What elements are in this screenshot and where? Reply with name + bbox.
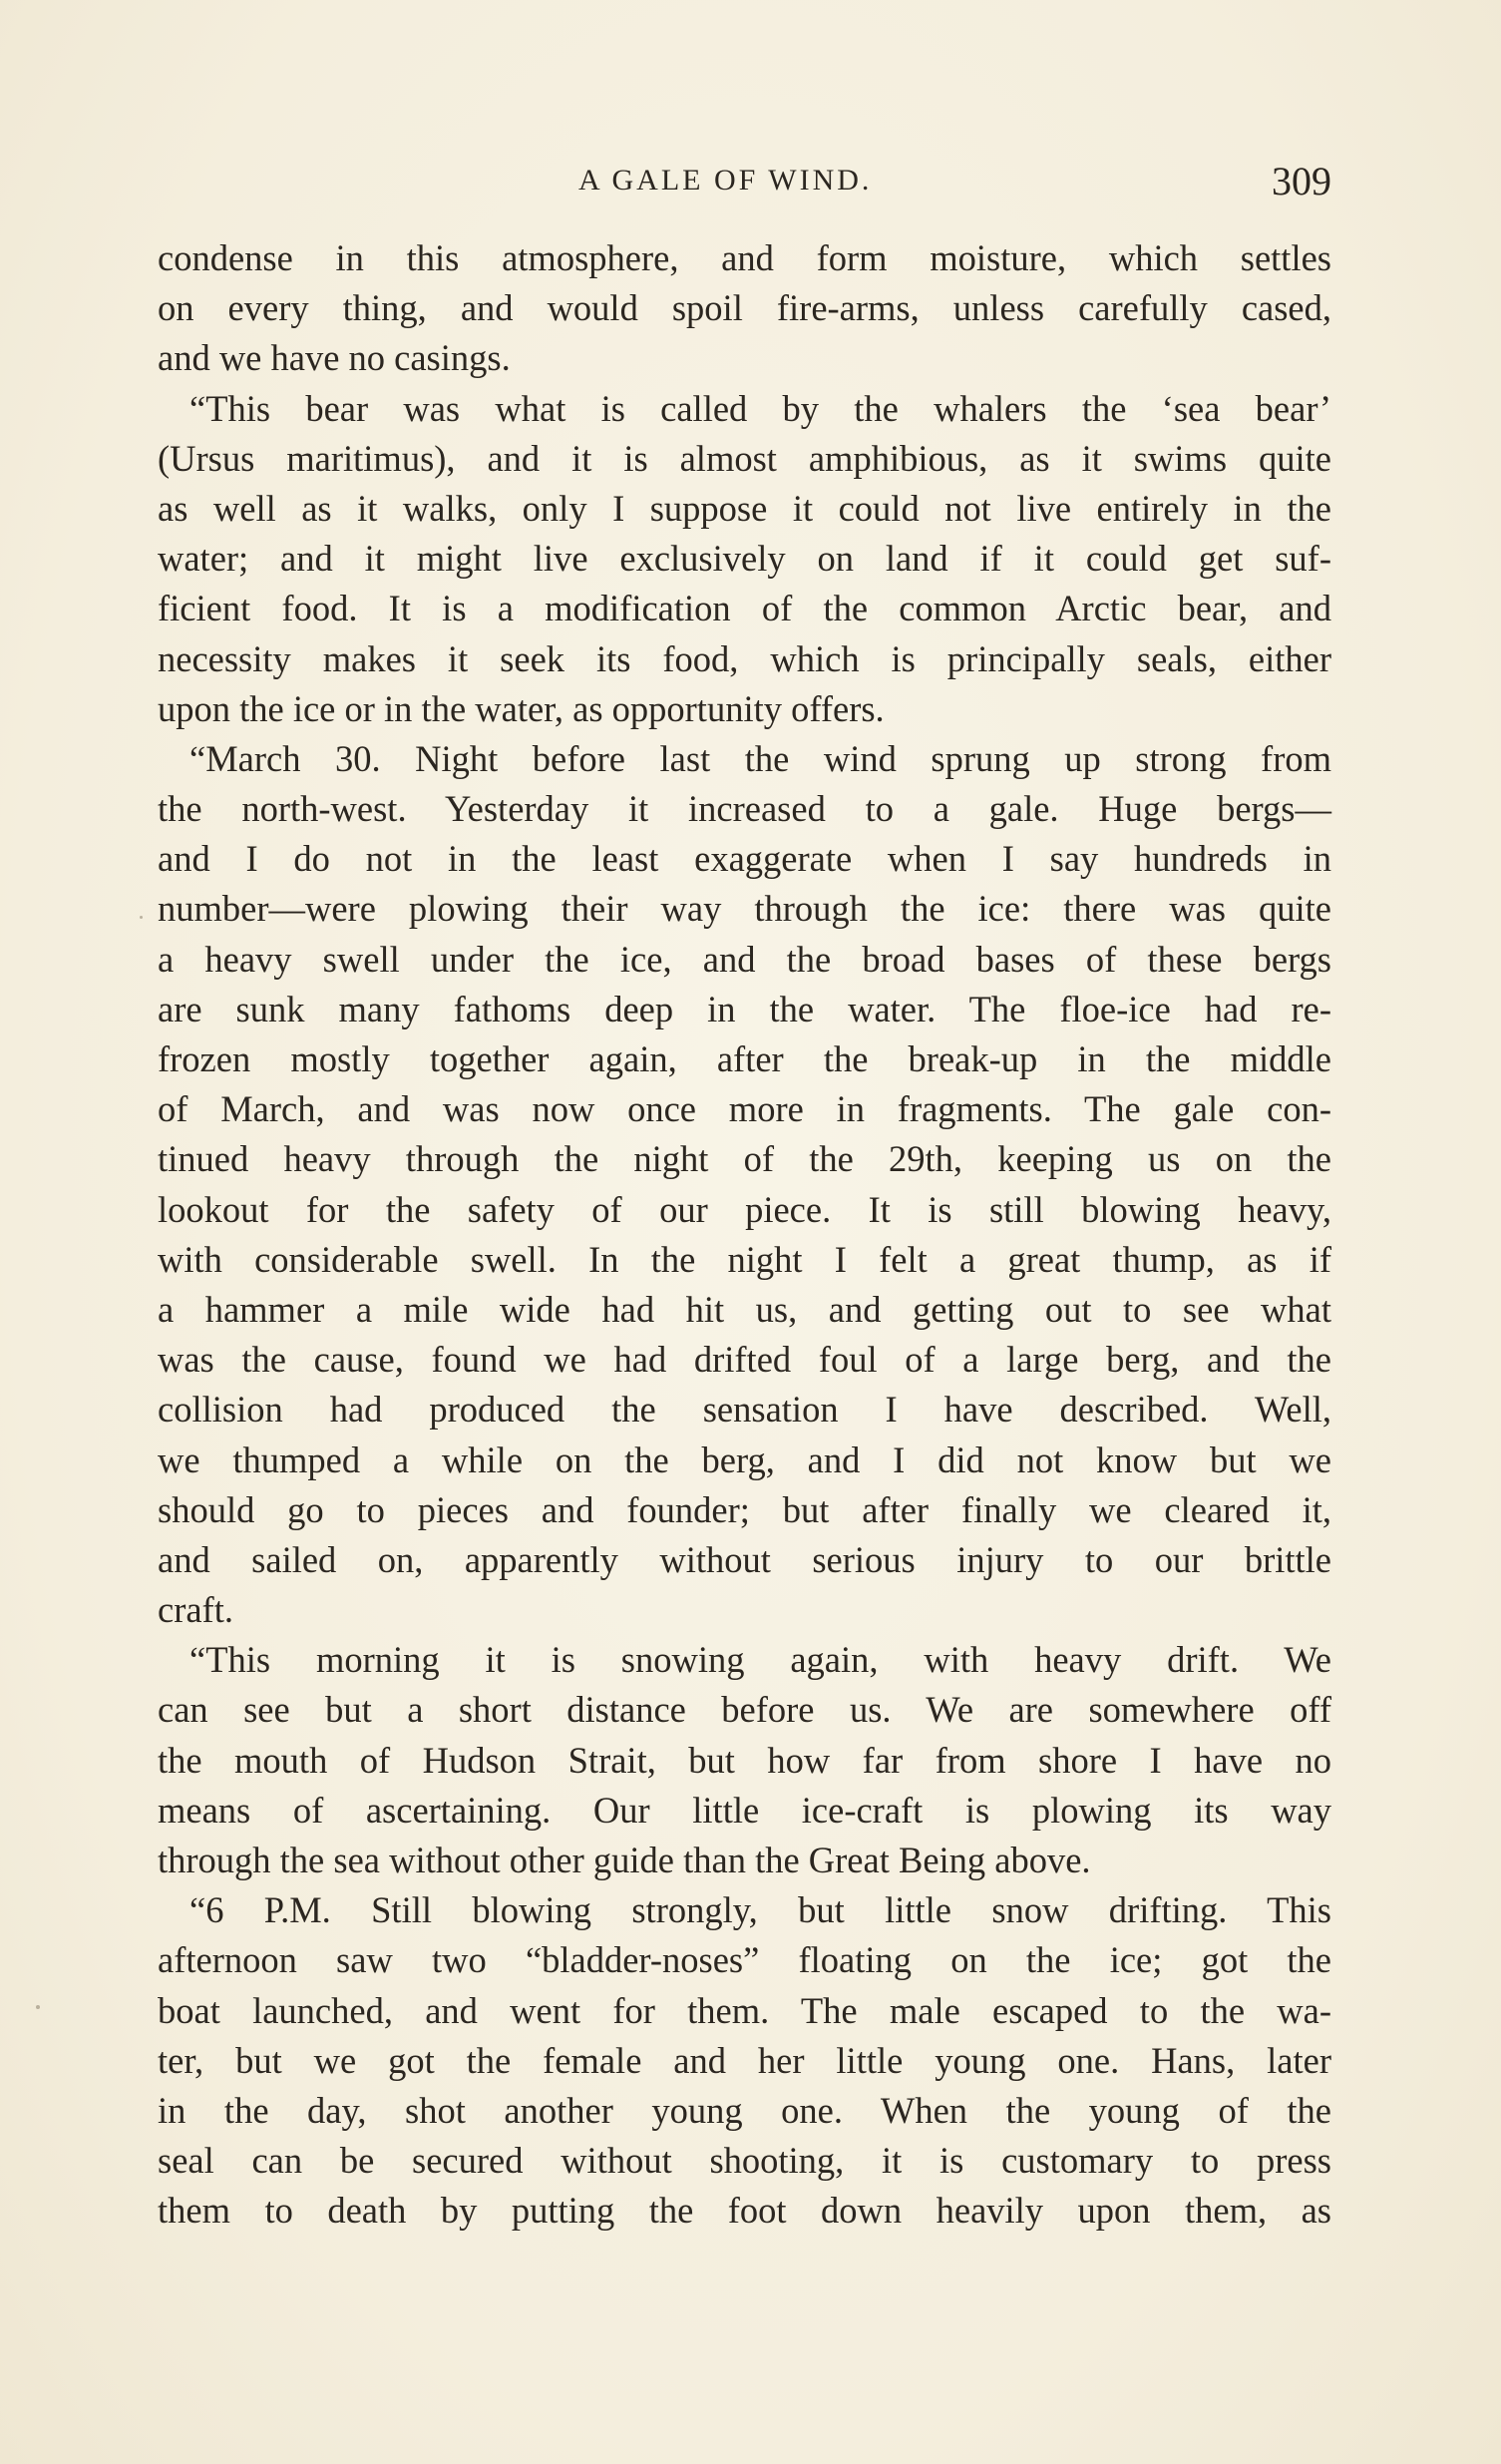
text-line: seal can be secured without shooting, it is customary to press bbox=[158, 2140, 1331, 2182]
text-line: condense in this atmosphere, and form moisture, which settles bbox=[158, 237, 1331, 278]
text-line: “6 P.M. Still blowing strongly, but little snow drifting. This bbox=[189, 1889, 1331, 1931]
running-title: A GALE OF WIND. bbox=[578, 164, 873, 197]
page-number: 309 bbox=[1272, 159, 1331, 204]
text-line: can see but a short distance before us. We are somewhere off bbox=[158, 1689, 1331, 1731]
text-line: on every thing, and would spoil fire-arms, unless carefully cased, bbox=[158, 287, 1331, 329]
text-line: and we have no casings. bbox=[158, 337, 511, 379]
text-line: and I do not in the least exaggerate when I say hundreds in bbox=[158, 838, 1331, 880]
text-line: should go to pieces and founder; but after finally we cleared it, bbox=[158, 1488, 1331, 1530]
text-line: upon the ice or in the water, as opportunity offers. bbox=[158, 687, 885, 729]
text-line: and sailed on, apparently without serious injury to our brittle bbox=[158, 1538, 1331, 1580]
text-line: number—were plowing their way through the ice: there was quite bbox=[158, 888, 1331, 930]
text-line: lookout for the safety of our piece. It is still blowing heavy, bbox=[158, 1188, 1331, 1230]
text-line: of March, and was now once more in fragments. The gale con- bbox=[158, 1088, 1331, 1130]
text-line: the mouth of Hudson Strait, but how far from shore I have no bbox=[158, 1739, 1331, 1781]
text-line: water; and it might live exclusively on land if it could get suf- bbox=[158, 538, 1331, 580]
text-line: with considerable swell. In the night I felt a great thump, as if bbox=[158, 1238, 1331, 1280]
text-line: frozen mostly together again, after the break-up in the middle bbox=[158, 1038, 1331, 1079]
text-line: necessity makes it seek its food, which is principally seals, either bbox=[158, 637, 1331, 679]
text-line: afternoon saw two “bladder-noses” floating on the ice; got the bbox=[158, 1939, 1331, 1981]
body-text bbox=[158, 233, 1331, 2237]
text-line: “March 30. Night before last the wind sprung up strong from bbox=[189, 737, 1331, 779]
text-line: the north-west. Yesterday it increased to a gale. Huge bergs— bbox=[158, 788, 1331, 830]
text-line: as well as it walks, only I suppose it could not live entirely in the bbox=[158, 487, 1331, 529]
text-line: them to death by putting the foot down heavily upon them, as bbox=[158, 2190, 1331, 2232]
paper-speck bbox=[140, 916, 143, 919]
text-line: we thumped a while on the berg, and I did not know but we bbox=[158, 1438, 1331, 1480]
text-line: in the day, shot another young one. When the young of the bbox=[158, 2089, 1331, 2131]
paper-speck bbox=[36, 2005, 40, 2009]
text-line: craft. bbox=[158, 1589, 233, 1631]
running-head bbox=[150, 158, 1331, 207]
text-line: a hammer a mile wide had hit us, and getting out to see what bbox=[158, 1288, 1331, 1330]
text-line: ficient food. It is a modification of the common Arctic bear, and bbox=[158, 588, 1331, 629]
text-line: collision had produced the sensation I have described. Well, bbox=[158, 1389, 1331, 1431]
text-line: through the sea without other guide than the Great Being above. bbox=[158, 1840, 1091, 1880]
text-line: are sunk many fathoms deep in the water. The floe-ice had re- bbox=[158, 988, 1331, 1029]
text-line: was the cause, found we had drifted foul of a large berg, and the bbox=[158, 1339, 1331, 1381]
text-line: boat launched, and went for them. The male escaped to the wa- bbox=[158, 1989, 1331, 2031]
text-line: “This morning it is snowing again, with heavy drift. We bbox=[189, 1639, 1331, 1681]
text-line: means of ascertaining. Our little ice-craft is plowing its way bbox=[158, 1789, 1331, 1831]
text-line: (Ursus maritimus), and it is almost amphibious, as it swims quite bbox=[158, 437, 1331, 479]
text-line: ter, but we got the female and her little young one. Hans, later bbox=[158, 2039, 1331, 2081]
text-line: tinued heavy through the night of the 29th, keeping us on the bbox=[158, 1138, 1331, 1180]
text-line: a heavy swell under the ice, and the broad bases of these bergs bbox=[158, 938, 1331, 980]
text-line: “This bear was what is called by the whalers the ‘sea bear’ bbox=[189, 387, 1331, 429]
